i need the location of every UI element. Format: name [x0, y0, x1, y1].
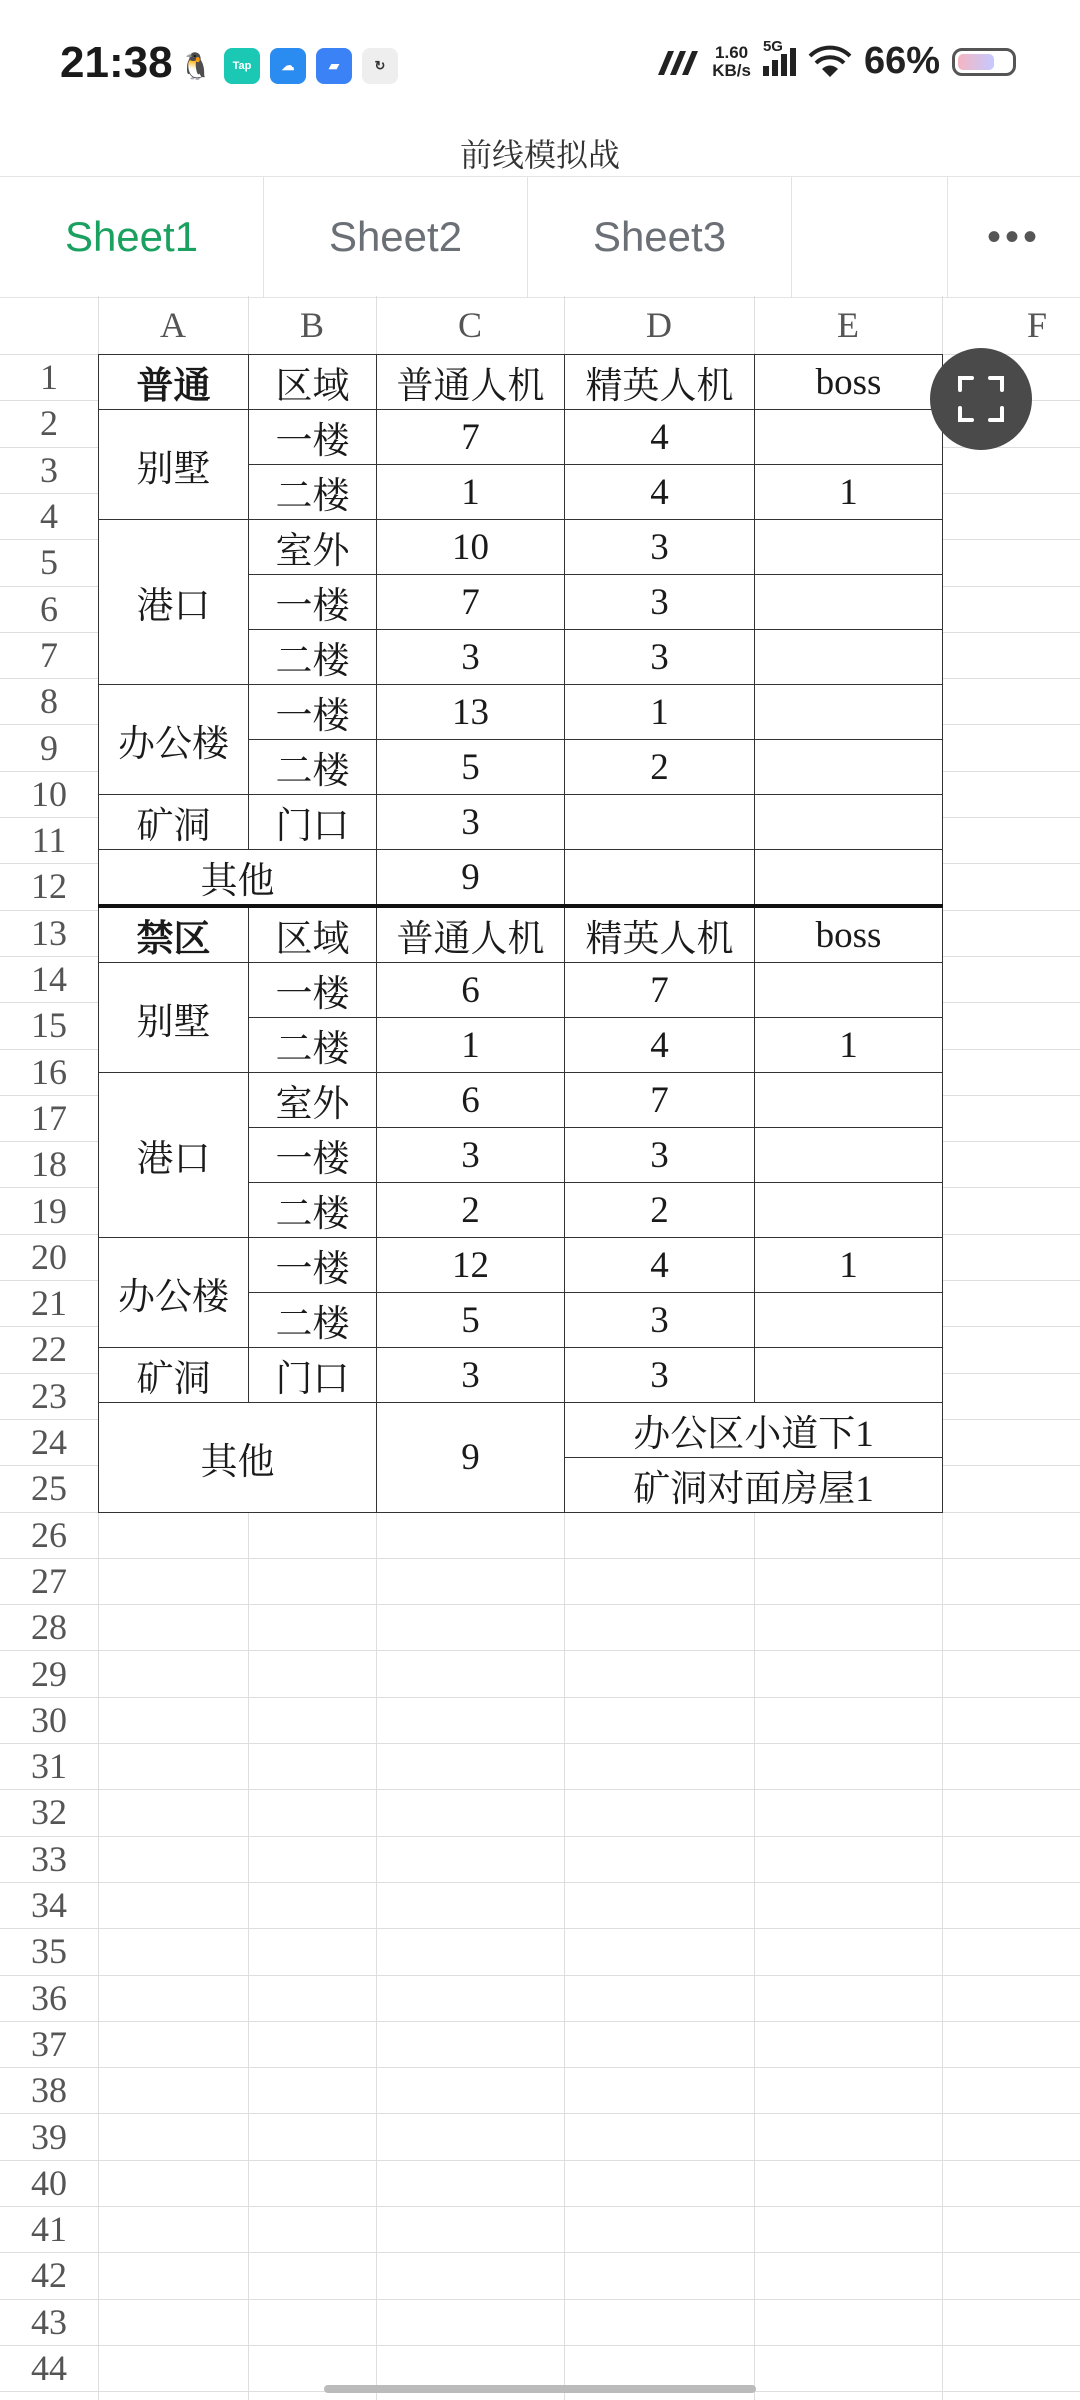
row-header[interactable]: 41	[31, 2209, 67, 2250]
row-header[interactable]: 36	[31, 1977, 67, 2018]
notification-icons	[178, 48, 398, 84]
cell-boss-count[interactable]	[755, 1348, 943, 1403]
gridline	[0, 1789, 1080, 1790]
cell-normal-count[interactable]: 7	[377, 575, 565, 630]
row-header[interactable]: 30	[31, 1699, 67, 1740]
cell-floor[interactable]: 二楼	[249, 465, 377, 520]
cell-location-villa[interactable]: 别墅	[99, 410, 249, 520]
cell-floor[interactable]: 一楼	[249, 1238, 377, 1293]
clock: 21:38	[60, 38, 173, 87]
cell-boss-count[interactable]	[755, 1128, 943, 1183]
row-header[interactable]: 31	[31, 1746, 67, 1787]
row-header[interactable]: 25	[31, 1468, 67, 1509]
cell-note[interactable]: 矿洞对面房屋1	[565, 1458, 943, 1513]
row-header[interactable]: 20	[31, 1236, 67, 1277]
table-row	[99, 906, 943, 963]
home-indicator[interactable]	[324, 2385, 756, 2393]
cell-normal-count[interactable]: 10	[377, 520, 565, 575]
gridline	[0, 1836, 1080, 1837]
cell-normal-count[interactable]: 6	[377, 1073, 565, 1128]
cell-boss-count[interactable]	[755, 520, 943, 575]
cell-normal-count[interactable]: 5	[377, 740, 565, 795]
cell-boss-count[interactable]	[755, 410, 943, 465]
row-header[interactable]: 16	[31, 1051, 67, 1092]
row-header[interactable]: 38	[31, 2070, 67, 2111]
cell-normal-count[interactable]: 7	[377, 410, 565, 465]
tab-sheet2[interactable]: Sheet2	[264, 177, 528, 297]
cell-elite-count[interactable]: 4	[565, 465, 755, 520]
cell-boss-count[interactable]	[755, 795, 943, 850]
cell-floor[interactable]: 室外	[249, 1073, 377, 1128]
cell-normal-count[interactable]: 9	[377, 850, 565, 907]
gridline	[0, 1604, 1080, 1605]
cell-floor[interactable]: 一楼	[249, 1128, 377, 1183]
cell-boss-count[interactable]	[755, 575, 943, 630]
battery-percent: 66%	[863, 40, 940, 82]
cell-boss-count[interactable]	[755, 1183, 943, 1238]
table-row	[99, 520, 943, 575]
gridline	[0, 2206, 1080, 2207]
cell-location-mine[interactable]: 矿洞	[99, 795, 249, 850]
cell-floor[interactable]: 门口	[249, 795, 377, 850]
cell-normal-count[interactable]: 3	[377, 1128, 565, 1183]
row-header[interactable]: 11	[31, 820, 67, 861]
row-header[interactable]: 37	[31, 2023, 67, 2064]
taptap-icon: Tap	[224, 48, 260, 84]
row-header[interactable]: 6	[40, 588, 58, 629]
cell-elite-count[interactable]	[565, 850, 755, 907]
battery-icon	[952, 48, 1016, 76]
gridline	[0, 1975, 1080, 1976]
cell-boss-count[interactable]: 1	[755, 1238, 943, 1293]
row-header[interactable]: 21	[31, 1283, 67, 1324]
row-header[interactable]: 33	[31, 1838, 67, 1879]
sheet-tabs	[0, 176, 1080, 298]
wifi-icon	[808, 45, 852, 79]
table-row	[99, 1403, 943, 1458]
row-header[interactable]: 3	[40, 449, 58, 490]
cell-boss-count[interactable]	[755, 1293, 943, 1348]
cell-floor[interactable]: 门口	[249, 1348, 377, 1403]
gridline	[0, 2113, 1080, 2114]
cell-floor[interactable]: 一楼	[249, 410, 377, 465]
cell-boss-count[interactable]	[755, 963, 943, 1018]
gridline	[0, 1882, 1080, 1883]
cell-boss-count[interactable]	[755, 1073, 943, 1128]
row-header[interactable]: 7	[40, 634, 58, 675]
row-header[interactable]: 15	[31, 1005, 67, 1046]
expand-icon	[956, 374, 1006, 424]
row-header[interactable]: 34	[31, 1885, 67, 1926]
cell-normal-count[interactable]: 6	[377, 963, 565, 1018]
cell-header-elite-bot[interactable]: 精英人机	[565, 906, 755, 963]
tab-sheet1[interactable]: Sheet1	[0, 177, 264, 297]
cell-header-normal-bot[interactable]: 普通人机	[377, 906, 565, 963]
chat-icon: ▰	[316, 48, 352, 84]
column-header-e[interactable]: E	[837, 305, 859, 345]
gridline	[0, 1697, 1080, 1698]
row-header[interactable]: 40	[31, 2162, 67, 2203]
document-title: 前线模拟战	[459, 137, 620, 173]
column-header-c[interactable]: C	[457, 305, 482, 345]
cell-elite-count[interactable]: 2	[565, 1183, 755, 1238]
row-header[interactable]: 28	[31, 1607, 67, 1648]
row-header[interactable]: 27	[31, 1560, 67, 1601]
row-header[interactable]: 23	[31, 1375, 67, 1416]
cell-elite-count[interactable]: 7	[565, 1073, 755, 1128]
table-row	[99, 410, 943, 465]
table-row	[99, 685, 943, 740]
data-table[interactable]	[98, 354, 943, 1513]
table-row	[99, 795, 943, 850]
table-row	[99, 1348, 943, 1403]
network-type: 5G	[762, 37, 783, 55]
cell-elite-count[interactable]: 3	[565, 520, 755, 575]
column-header-b[interactable]: B	[299, 305, 324, 345]
row-header[interactable]: 8	[40, 681, 58, 722]
gridline	[0, 2345, 1080, 2346]
table-row	[99, 850, 943, 907]
row-header[interactable]: 2	[40, 403, 58, 444]
gridline	[0, 2299, 1080, 2300]
cell-header-normal-bot[interactable]: 普通人机	[377, 355, 565, 410]
cell-normal-count[interactable]: 1	[377, 465, 565, 520]
cell-normal-count[interactable]: 5	[377, 1293, 565, 1348]
table-row	[99, 963, 943, 1018]
row-header[interactable]: 5	[40, 542, 58, 583]
row-header[interactable]: 29	[31, 1653, 67, 1694]
cell-header-elite-bot[interactable]: 精英人机	[565, 355, 755, 410]
signal-strength-icon	[654, 47, 700, 77]
speed-unit: KB/s	[712, 60, 751, 80]
column-header-d[interactable]: D	[646, 305, 672, 345]
cell-boss-count[interactable]	[755, 630, 943, 685]
row-header[interactable]: 18	[31, 1144, 67, 1185]
cellular-icon	[762, 37, 796, 76]
cell-elite-count[interactable]: 3	[565, 1293, 755, 1348]
cell-normal-count[interactable]: 3	[377, 795, 565, 850]
cell-floor[interactable]: 二楼	[249, 630, 377, 685]
cell-boss-count[interactable]	[755, 685, 943, 740]
status-bar	[0, 0, 1080, 130]
cell-elite-count[interactable]: 3	[565, 630, 755, 685]
cell-elite-count[interactable]: 3	[565, 575, 755, 630]
row-header[interactable]: 9	[40, 727, 58, 768]
row-header[interactable]: 44	[31, 2348, 67, 2389]
cell-normal-count[interactable]: 1	[377, 1018, 565, 1073]
qq-icon: 🐧	[178, 48, 214, 84]
row-header[interactable]: 19	[31, 1190, 67, 1231]
cell-normal-count[interactable]: 3	[377, 1348, 565, 1403]
table-row	[99, 1238, 943, 1293]
spreadsheet-grid[interactable]	[0, 296, 1080, 2400]
cell-elite-count[interactable]: 3	[565, 1348, 755, 1403]
gridline	[0, 2021, 1080, 2022]
cell-normal-count[interactable]: 12	[377, 1238, 565, 1293]
tab-sheet3[interactable]: Sheet3	[528, 177, 792, 297]
cell-header-boss[interactable]: boss	[755, 355, 943, 410]
cell-normal-count[interactable]: 3	[377, 630, 565, 685]
gridline	[0, 2160, 1080, 2161]
row-header[interactable]: 43	[31, 2301, 67, 2342]
cell-normal-count[interactable]: 2	[377, 1183, 565, 1238]
cell-location-villa[interactable]: 别墅	[99, 963, 249, 1073]
cell-elite-count[interactable]: 4	[565, 1018, 755, 1073]
cell-header-area[interactable]: 区域	[249, 355, 377, 410]
row-header[interactable]: 42	[31, 2255, 67, 2296]
cell-note[interactable]: 办公区小道下1	[565, 1403, 943, 1458]
column-header-a[interactable]: A	[160, 305, 186, 345]
cell-elite-count[interactable]: 7	[565, 963, 755, 1018]
app-icon: ↻	[362, 48, 398, 84]
cell-elite-count[interactable]: 2	[565, 740, 755, 795]
gridline	[0, 1558, 1080, 1559]
cell-elite-count[interactable]: 3	[565, 1128, 755, 1183]
table-row	[99, 1073, 943, 1128]
cell-location-harbor[interactable]: 港口	[99, 1073, 249, 1238]
network-speed	[712, 44, 751, 80]
table-row	[99, 355, 943, 410]
speed-value: 1.60	[715, 42, 749, 62]
cell-header-area[interactable]: 区域	[249, 906, 377, 963]
cell-location-other[interactable]: 其他	[99, 1403, 377, 1513]
gridline	[0, 1743, 1080, 1744]
cell-boss-count[interactable]	[755, 740, 943, 795]
cell-elite-count[interactable]: 4	[565, 1238, 755, 1293]
cell-floor[interactable]: 室外	[249, 520, 377, 575]
row-header[interactable]: 22	[31, 1329, 67, 1370]
cell-floor[interactable]: 二楼	[249, 1018, 377, 1073]
row-header[interactable]: 1	[40, 357, 58, 398]
cell-normal-count[interactable]: 9	[377, 1403, 565, 1513]
cell-location-harbor[interactable]: 港口	[99, 520, 249, 685]
cell-location-mine[interactable]: 矿洞	[99, 1348, 249, 1403]
cell-floor[interactable]: 二楼	[249, 1293, 377, 1348]
status-indicators	[654, 37, 1016, 83]
row-header[interactable]: 24	[31, 1422, 67, 1463]
cell-elite-count[interactable]	[565, 795, 755, 850]
cell-section-restricted[interactable]: 禁区	[99, 906, 249, 963]
more-tabs-button[interactable]: •••	[947, 177, 1080, 297]
cell-location-other[interactable]: 其他	[99, 850, 377, 907]
cell-boss-count[interactable]: 1	[755, 465, 943, 520]
cell-location-office[interactable]: 办公楼	[99, 1238, 249, 1348]
gridline	[0, 2067, 1080, 2068]
cell-elite-count[interactable]: 4	[565, 410, 755, 465]
cell-elite-count[interactable]: 1	[565, 685, 755, 740]
gridline	[0, 1928, 1080, 1929]
gridline	[0, 2252, 1080, 2253]
cell-boss-count[interactable]: 1	[755, 1018, 943, 1073]
cell-floor[interactable]: 一楼	[249, 575, 377, 630]
row-header[interactable]: 14	[31, 959, 67, 1000]
cell-section-normal[interactable]: 普通	[99, 355, 249, 410]
cloud-icon: ☁	[270, 48, 306, 84]
column-header-f[interactable]: F	[1026, 305, 1048, 345]
cell-location-office[interactable]: 办公楼	[99, 685, 249, 795]
row-header[interactable]: 26	[31, 1514, 67, 1555]
cell-floor[interactable]: 一楼	[249, 685, 377, 740]
row-header[interactable]: 35	[31, 1931, 67, 1972]
gridline	[0, 1650, 1080, 1651]
row-header[interactable]: 17	[31, 1097, 67, 1138]
row-header[interactable]: 39	[31, 2116, 67, 2157]
row-header[interactable]: 10	[31, 773, 67, 814]
cell-normal-count[interactable]: 13	[377, 685, 565, 740]
cell-floor[interactable]: 二楼	[249, 740, 377, 795]
row-header[interactable]: 12	[31, 866, 67, 907]
fullscreen-button[interactable]	[930, 348, 1032, 450]
row-header[interactable]: 13	[31, 912, 67, 953]
cell-header-boss[interactable]: boss	[755, 906, 943, 963]
row-header[interactable]: 32	[31, 1792, 67, 1833]
cell-floor[interactable]: 一楼	[249, 963, 377, 1018]
cell-boss-count[interactable]	[755, 850, 943, 907]
cell-floor[interactable]: 二楼	[249, 1183, 377, 1238]
row-header[interactable]: 4	[40, 496, 58, 537]
